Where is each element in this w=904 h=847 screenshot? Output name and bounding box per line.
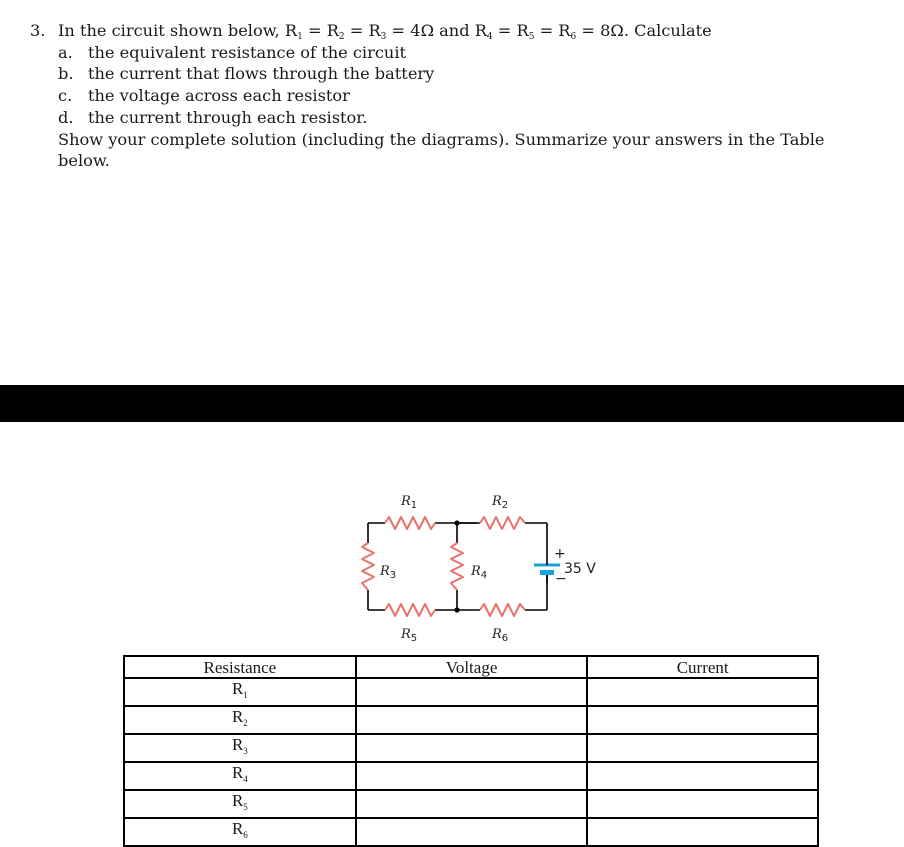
resistor-r6 <box>480 604 525 616</box>
current-cell[interactable] <box>587 678 818 706</box>
current-cell[interactable] <box>587 734 818 762</box>
item-text: the voltage across each resistor <box>88 86 350 106</box>
current-cell[interactable] <box>587 818 818 846</box>
r6-sub: 6 <box>570 32 577 42</box>
circuit-diagram <box>340 485 620 650</box>
resistor-name-cell: $R_3$ <box>124 734 356 762</box>
header-resistance: Resistance <box>124 656 356 678</box>
redaction-bar <box>0 385 904 422</box>
header-current: Current <box>587 656 818 678</box>
resistor-name-cell: $R_4$ <box>124 762 356 790</box>
resistor-r3 <box>362 543 374 590</box>
item-b <box>30 63 880 85</box>
battery-voltage: 35 V <box>564 561 596 577</box>
label-r5: $R_5$ <box>401 627 418 644</box>
item-text: the current through each resistor. <box>88 107 368 127</box>
item-letter: c. <box>58 86 73 106</box>
voltage-cell[interactable] <box>356 734 588 762</box>
resistor-r1 <box>385 517 435 529</box>
label-r1: $R_1$ <box>401 494 418 511</box>
intro-text: In the circuit shown below, R <box>58 21 298 40</box>
closing-text: Show your complete solution (including the diagrams). Summarize your answers in the Table below. <box>58 129 825 171</box>
table-row <box>124 678 818 706</box>
item-letter: d. <box>58 107 74 127</box>
header-voltage: Voltage <box>356 656 588 678</box>
item-text: the equivalent resistance of the circuit <box>88 42 407 62</box>
group2-value: 8Ω <box>600 21 624 40</box>
label-r3: $R_3$ <box>380 564 397 581</box>
r4-sub: 4 <box>486 32 493 42</box>
resistor-name-cell: $R_6$ <box>124 818 356 846</box>
resistor-name-cell: $R_1$ <box>124 678 356 706</box>
item-letter: b. <box>58 64 74 84</box>
battery-plus: + <box>554 546 566 562</box>
current-cell[interactable] <box>587 790 818 818</box>
circuit-wires <box>368 523 547 610</box>
problem-number: 3. <box>30 21 46 40</box>
table-row <box>124 818 818 846</box>
label-r4: $R_4$ <box>471 564 488 581</box>
current-cell[interactable] <box>587 762 818 790</box>
r1-sub: 1 <box>297 32 303 42</box>
group1-value: 4Ω <box>410 21 434 40</box>
item-text: the current that flows through the battery <box>88 64 435 84</box>
voltage-cell[interactable] <box>356 762 588 790</box>
problem-intro: 3. In the circuit shown below, $R_1 = R_2 = R_3 = 4\Omega$ and $R_4 = R_5 = R_6 = 8\Omega$. Calculate <box>30 21 712 42</box>
resistor-name-cell: $R_2$ <box>124 706 356 734</box>
table-row <box>124 790 818 818</box>
voltage-cell[interactable] <box>356 678 588 706</box>
r3-sub: 3 <box>380 32 387 42</box>
voltage-cell[interactable] <box>356 818 588 846</box>
table-row <box>124 706 818 734</box>
table-header-row <box>124 656 818 678</box>
table-row <box>124 762 818 790</box>
item-c <box>30 85 880 107</box>
voltage-cell[interactable] <box>356 706 588 734</box>
problem-statement <box>30 20 880 172</box>
resistor-r4 <box>451 543 463 590</box>
item-d <box>30 107 880 129</box>
resistor-r2 <box>480 517 525 529</box>
label-r6: $R_6$ <box>492 627 509 644</box>
current-cell[interactable] <box>587 706 818 734</box>
item-letter: a. <box>58 42 73 62</box>
battery-minus: − <box>555 571 567 587</box>
summary-table <box>123 655 819 847</box>
voltage-cell[interactable] <box>356 790 588 818</box>
label-r2: $R_2$ <box>492 494 509 511</box>
item-a <box>30 42 880 64</box>
table-row <box>124 734 818 762</box>
resistor-name-cell: $R_5$ <box>124 790 356 818</box>
intro-end: Calculate <box>634 21 712 40</box>
r2-sub: 2 <box>338 32 345 42</box>
resistor-r5 <box>385 604 435 616</box>
r5-sub: 5 <box>528 32 535 42</box>
